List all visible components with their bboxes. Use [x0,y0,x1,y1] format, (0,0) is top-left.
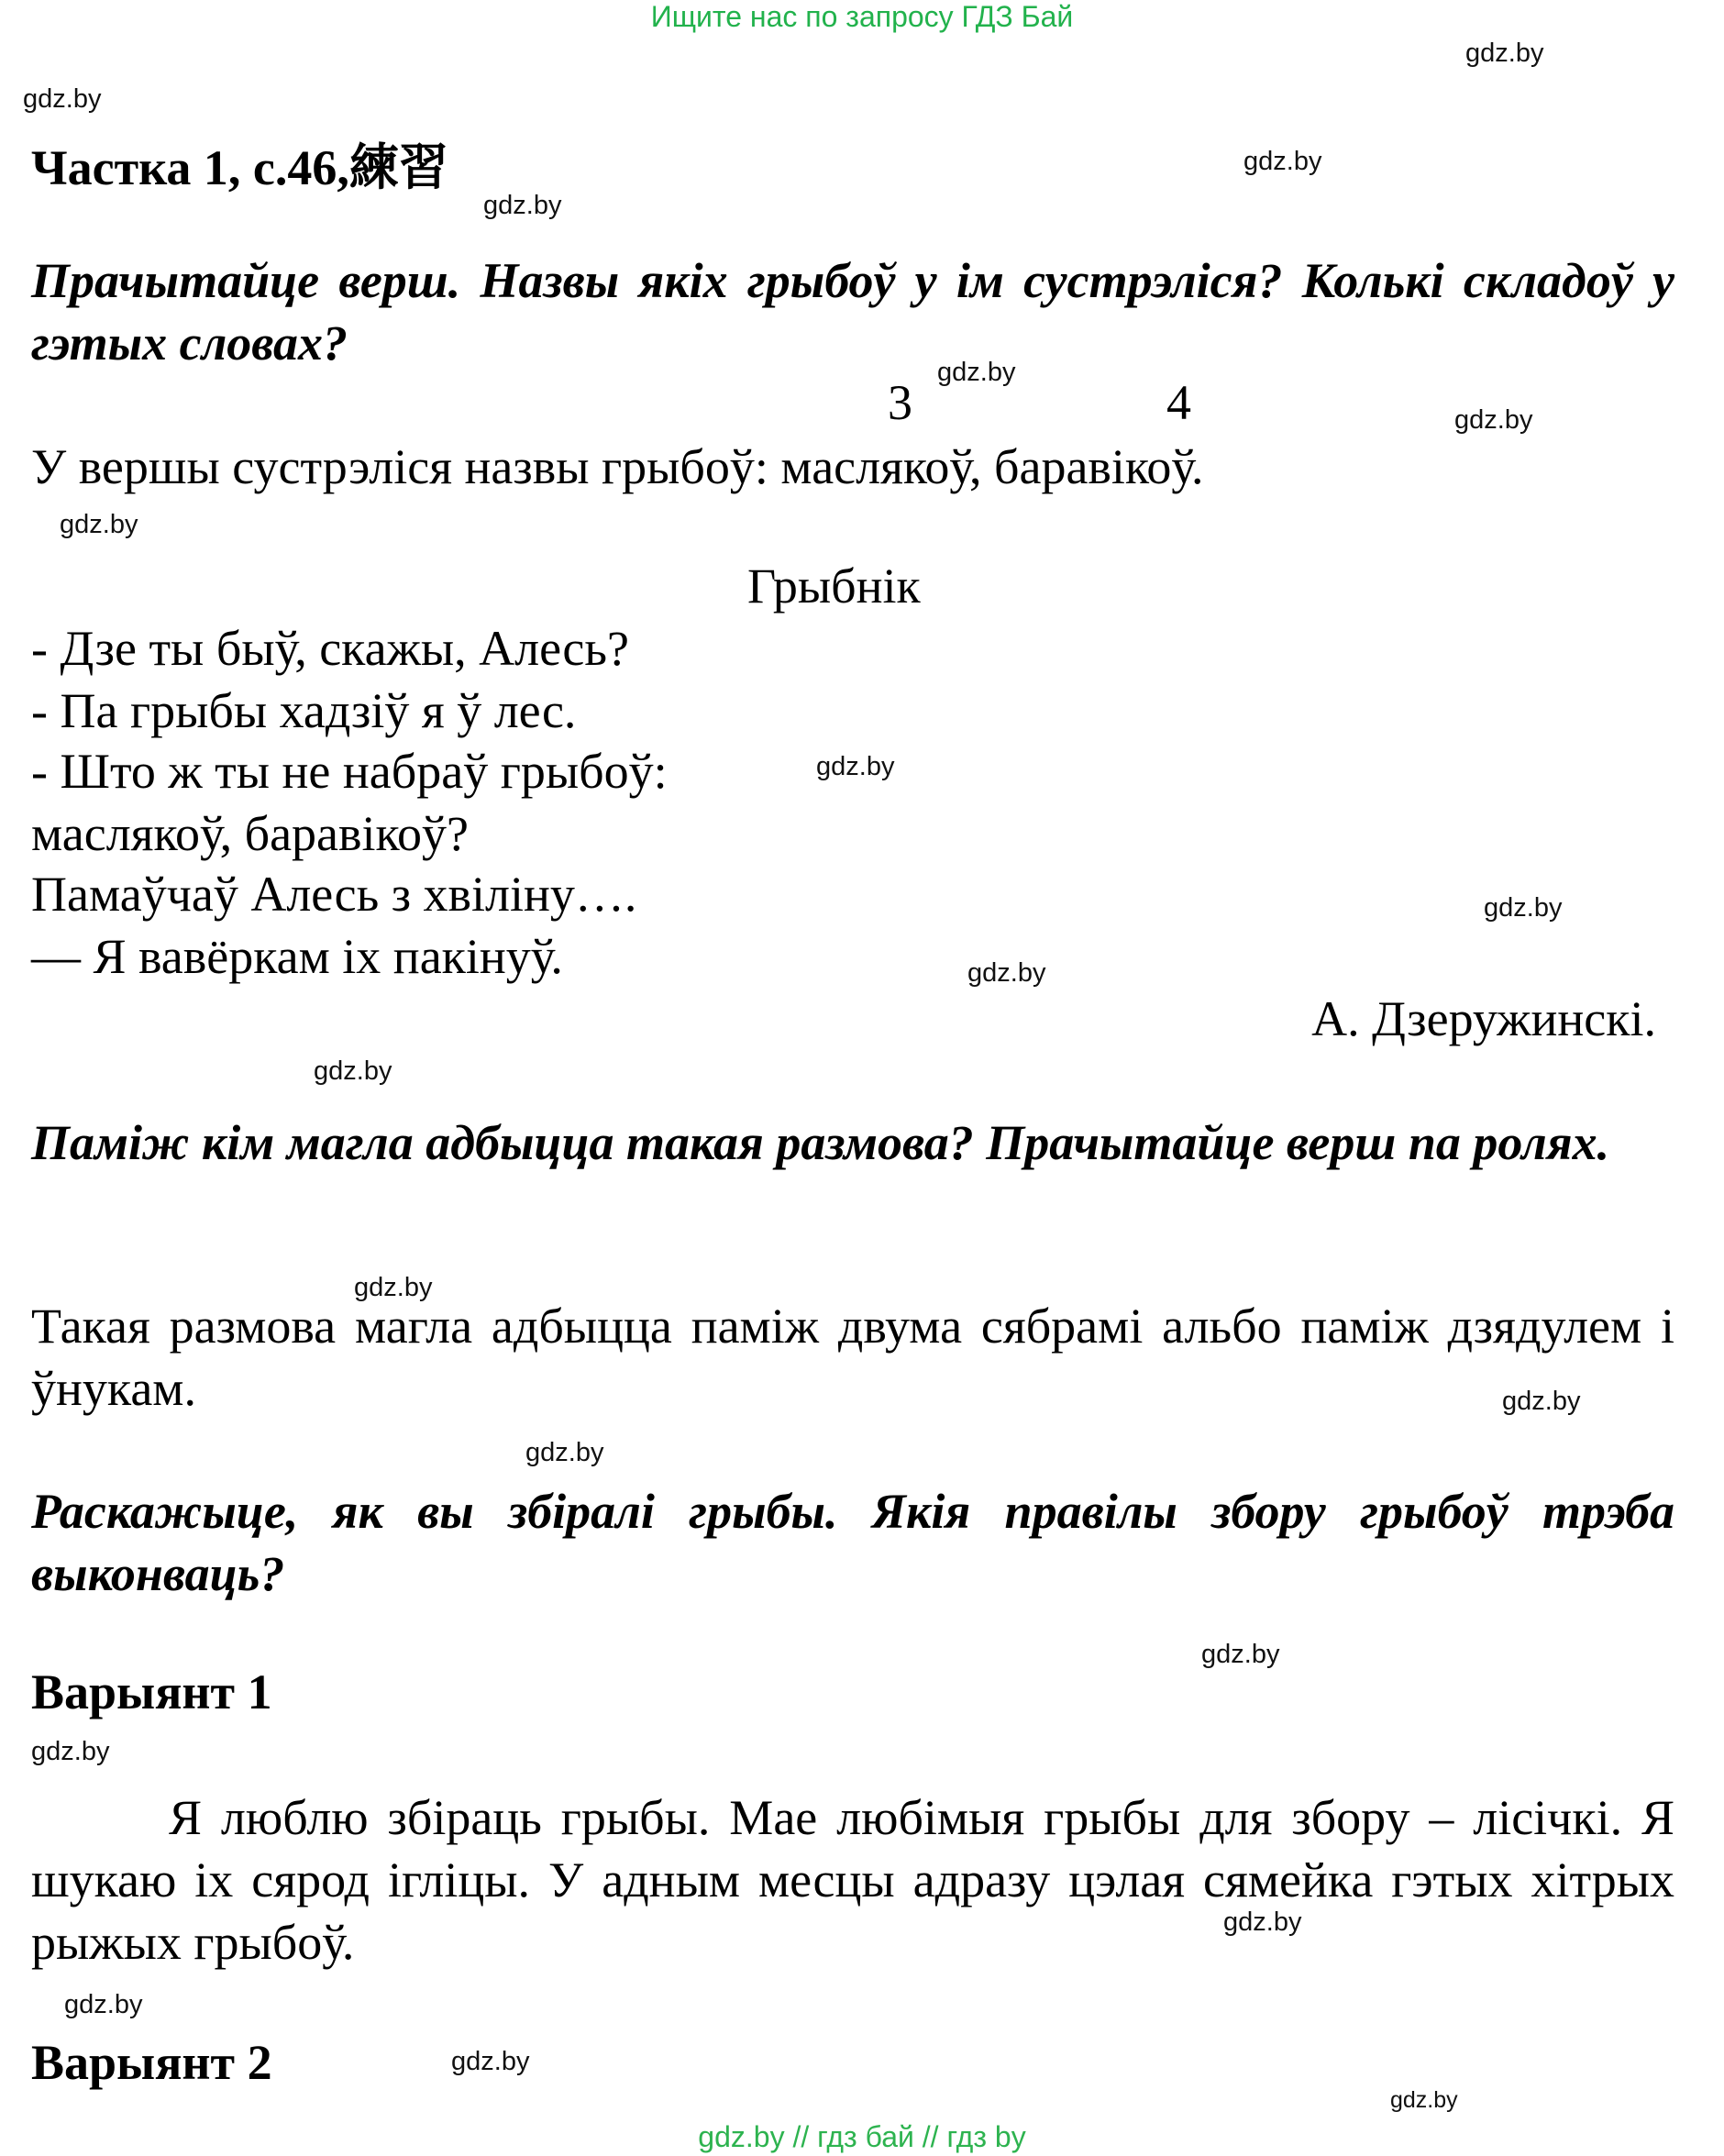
watermark: gdz.by [1390,2087,1458,2113]
watermark: gdz.by [1243,147,1322,176]
watermark: gdz.by [64,1990,143,2019]
watermark: gdz.by [967,958,1046,988]
poem-line: — Я вавёркам іх пакінуў. [31,929,563,984]
poem-line: - Што ж ты не набраў грыбоў: [31,744,668,799]
top-banner[interactable]: Ищите нас по запросу ГДЗ Бай [650,0,1074,33]
poem-line: - Дзе ты быў, скажы, Алесь? [31,621,629,676]
watermark: gdz.by [354,1273,433,1302]
watermark: gdz.by [23,84,102,114]
watermark: gdz.by [1465,39,1544,68]
watermark: gdz.by [1484,893,1563,923]
watermark: gdz.by [816,752,895,781]
watermark: gdz.by [937,358,1016,387]
variant-2-title: Варыянт 2 [31,2035,272,2090]
poem-line: - Па грыбы хадзіў я ў лес. [31,683,577,738]
footer-links[interactable]: gdz.by // гдз бай // гдз by [698,2120,1026,2153]
watermark: gdz.by [314,1056,392,1086]
syllable-count-2: 4 [1166,375,1191,430]
watermark: gdz.by [60,510,138,539]
watermark: gdz.by [1201,1640,1280,1669]
watermark: gdz.by [483,191,562,220]
poem-line: Памаўчаў Алесь з хвіліну…. [31,867,637,922]
question-2: Паміж кім магла адбыцца такая размова? Прачытайце верш па ролях. [31,1115,1610,1170]
variant-1-title: Варыянт 1 [31,1664,272,1719]
poem-author: А. Дзеружинскі. [1311,991,1656,1046]
question-1: Прачытайце верш. Назвы якіх грыбоў у ім сустрэліся? Колькі складоў у гэтых словах? [31,253,1674,370]
syllable-count-1: 3 [888,375,912,430]
question-3: Раскажыце, як вы збіралі грыбы. Якія правілы збору грыбоў трэба выконваць? [31,1484,1674,1601]
watermark: gdz.by [31,1737,110,1766]
watermark: gdz.by [1502,1387,1581,1416]
poem-line: маслякоў, баравікоў? [31,806,469,861]
answer-1: У вершы сустрэліся назвы грыбоў: маслякоў, баравікоў. [31,439,1204,494]
answer-2: Такая размова магла адбыцца паміж двума сябрамі альбо паміж дзядулем і ўнукам. [31,1299,1674,1416]
watermark: gdz.by [1454,405,1533,435]
watermark: gdz.by [1223,1907,1302,1937]
poem-title: Грыбнік [747,558,921,614]
page-title: Частка 1, с.46,練習 [31,140,448,195]
variant-1-text: Я люблю збіраць грыбы. Мае любімыя грыбы для збору – лісічкі. Я шукаю іх сярод ігліцы. У адным месцы адразу цэлая сямейка гэтых хітрых рыжых грыбоў. [31,1790,1674,1970]
watermark: gdz.by [451,2047,530,2076]
watermark: gdz.by [525,1438,604,1467]
